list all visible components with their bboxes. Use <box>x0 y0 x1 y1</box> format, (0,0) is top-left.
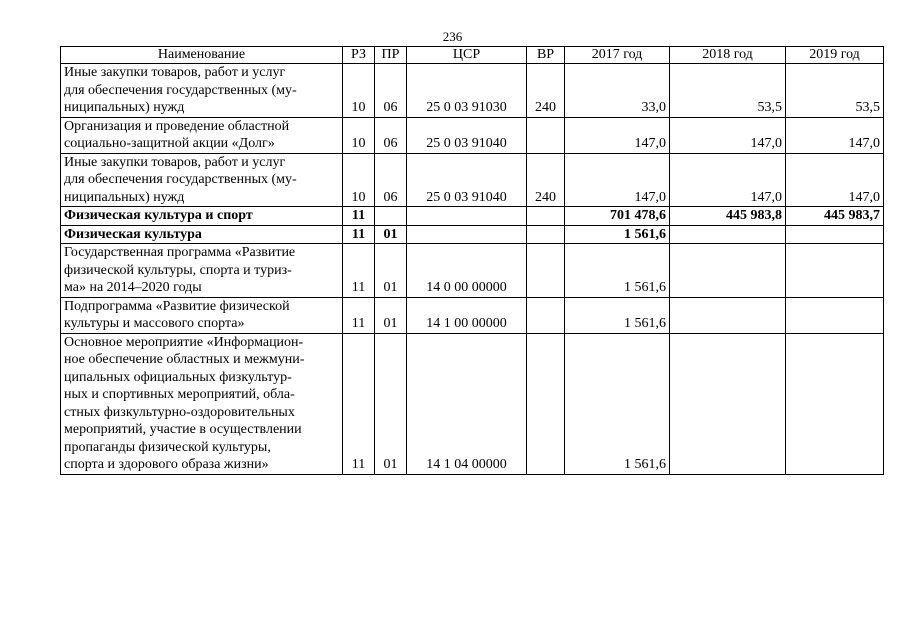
cell-2018: 445 983,8 <box>670 207 786 226</box>
cell-vr <box>527 117 565 153</box>
cell-csr: 14 0 00 00000 <box>407 244 527 298</box>
cell-2018 <box>670 244 786 298</box>
cell-name: Организация и проведение областной социально-защитной акции «Долг» <box>61 117 343 153</box>
cell-vr <box>527 244 565 298</box>
header-pr: ПР <box>375 47 407 64</box>
cell-vr: 240 <box>527 153 565 207</box>
table-header-row <box>61 47 884 64</box>
cell-2017: 701 478,6 <box>565 207 670 226</box>
table-body <box>61 64 884 475</box>
cell-rz: 10 <box>343 64 375 118</box>
cell-name: Основное мероприятие «Информацион- ное обеспечение областных и межмуни- ципальных официальных физкультур- ных и спортивных мероприятий, обла- стных физкультурно-оздоровительных мероприятий, участие в осуществлении пропаганды физической культуры, спорта и здорового образа жизни» <box>61 333 343 474</box>
cell-csr: 14 1 04 00000 <box>407 333 527 474</box>
cell-2017: 33,0 <box>565 64 670 118</box>
cell-2019 <box>786 297 884 333</box>
cell-rz: 11 <box>343 297 375 333</box>
cell-2018 <box>670 225 786 244</box>
header-csr: ЦСР <box>407 47 527 64</box>
header-name: Наименование <box>61 47 343 64</box>
cell-csr: 25 0 03 91040 <box>407 117 527 153</box>
cell-csr: 14 1 00 00000 <box>407 297 527 333</box>
cell-rz: 11 <box>343 207 375 226</box>
cell-csr <box>407 225 527 244</box>
table-row <box>61 225 884 244</box>
cell-2018: 53,5 <box>670 64 786 118</box>
cell-pr: 06 <box>375 64 407 118</box>
cell-2019: 147,0 <box>786 153 884 207</box>
cell-pr: 01 <box>375 333 407 474</box>
table-row <box>61 117 884 153</box>
budget-table <box>60 46 884 475</box>
cell-rz: 11 <box>343 333 375 474</box>
cell-csr: 25 0 03 91040 <box>407 153 527 207</box>
cell-2019: 147,0 <box>786 117 884 153</box>
table-row <box>61 297 884 333</box>
cell-csr: 25 0 03 91030 <box>407 64 527 118</box>
cell-2018 <box>670 297 786 333</box>
cell-pr: 06 <box>375 153 407 207</box>
cell-name: Подпрограмма «Развитие физической культуры и массового спорта» <box>61 297 343 333</box>
header-2018: 2018 год <box>670 47 786 64</box>
cell-vr: 240 <box>527 64 565 118</box>
cell-name: Иные закупки товаров, работ и услуг для обеспечения государственных (му- ниципальных) нужд <box>61 64 343 118</box>
table-row <box>61 244 884 298</box>
cell-2019: 53,5 <box>786 64 884 118</box>
cell-2017: 147,0 <box>565 153 670 207</box>
cell-2017: 147,0 <box>565 117 670 153</box>
cell-2017: 1 561,6 <box>565 297 670 333</box>
cell-2017: 1 561,6 <box>565 225 670 244</box>
cell-2019: 445 983,7 <box>786 207 884 226</box>
header-2017: 2017 год <box>565 47 670 64</box>
cell-vr <box>527 297 565 333</box>
cell-2018: 147,0 <box>670 153 786 207</box>
cell-2017: 1 561,6 <box>565 333 670 474</box>
cell-pr: 01 <box>375 244 407 298</box>
cell-pr: 01 <box>375 297 407 333</box>
cell-2019 <box>786 244 884 298</box>
page-number: 236 <box>442 29 463 44</box>
cell-name: Физическая культура <box>61 225 343 244</box>
cell-2018: 147,0 <box>670 117 786 153</box>
cell-csr <box>407 207 527 226</box>
cell-rz: 10 <box>343 153 375 207</box>
cell-pr: 06 <box>375 117 407 153</box>
cell-vr <box>527 207 565 226</box>
header-2019: 2019 год <box>786 47 884 64</box>
cell-2017: 1 561,6 <box>565 244 670 298</box>
cell-2018 <box>670 333 786 474</box>
header-rz: РЗ <box>343 47 375 64</box>
cell-vr <box>527 333 565 474</box>
cell-pr: 01 <box>375 225 407 244</box>
cell-2019 <box>786 333 884 474</box>
cell-rz: 10 <box>343 117 375 153</box>
cell-name: Физическая культура и спорт <box>61 207 343 226</box>
header-vr: ВР <box>527 47 565 64</box>
cell-vr <box>527 225 565 244</box>
cell-rz: 11 <box>343 244 375 298</box>
cell-name: Государственная программа «Развитие физической культуры, спорта и туриз- ма» на 2014–2020 годы <box>61 244 343 298</box>
table-row <box>61 153 884 207</box>
table-row <box>61 207 884 226</box>
table-row <box>61 64 884 118</box>
table-row <box>61 333 884 474</box>
cell-rz: 11 <box>343 225 375 244</box>
cell-2019 <box>786 225 884 244</box>
cell-pr <box>375 207 407 226</box>
cell-name: Иные закупки товаров, работ и услуг для обеспечения государственных (му- ниципальных) нужд <box>61 153 343 207</box>
